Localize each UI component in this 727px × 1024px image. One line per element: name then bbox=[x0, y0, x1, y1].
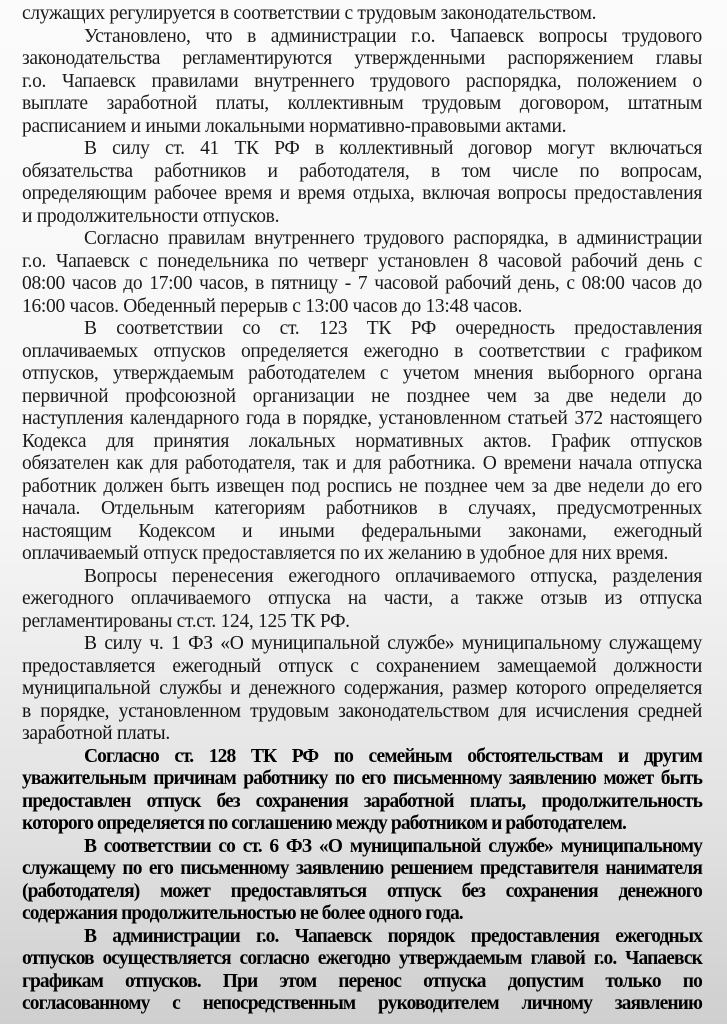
text-line: В соответствии со ст. 6 ФЗ «О муниципальной службе» муниципальному bbox=[84, 835, 702, 857]
text-line: согласованному с непосредственным руководителем личному заявлению bbox=[22, 993, 702, 1014]
text-line: г.о. Чапаевск правилами внутреннего трудового распорядка, положением о bbox=[22, 70, 702, 92]
paragraph bbox=[22, 746, 702, 836]
paragraph bbox=[22, 836, 702, 926]
paragraph bbox=[22, 26, 702, 139]
text-line: В администрации г.о. Чапаевск порядок предоставления ежегодных bbox=[84, 925, 702, 947]
text-line: наступления календарного года в порядке, установленном статьей 372 настоящего bbox=[22, 408, 702, 429]
text-line: определяющим рабочее время и время отдыха, включая вопросы предоставления bbox=[22, 183, 702, 204]
text-line: и продолжительности отпусков. bbox=[22, 205, 280, 227]
text-line: Согласно ст. 128 ТК РФ по семейным обстоятельствам и другим bbox=[84, 745, 702, 767]
text-line: заработной платы. bbox=[22, 723, 170, 744]
text-line: начала. Отдельным категориям работников в случаях, предусмотренных bbox=[22, 498, 702, 519]
text-line: 08:00 часов до 17:00 часов, в пятницу - 7 часовой рабочий день, с 08:00 часов до bbox=[22, 273, 702, 294]
paragraph bbox=[22, 318, 702, 566]
text-line: настоящим Кодексом и иными федеральными законами, ежегодный bbox=[22, 520, 702, 542]
text-line: Вопросы перенесения ежегодного оплачиваемого отпуска, разделения bbox=[84, 565, 702, 587]
text-line: отпусков, утверждаемым работодателем с учетом мнения выборного органа bbox=[22, 363, 702, 384]
text-line: В соответствии со ст. 123 ТК РФ очередность предоставления bbox=[84, 318, 702, 339]
text-line: графикам отпусков. При этом перенос отпуска допустим только по bbox=[22, 970, 702, 992]
text-line: законодательства регламентируются утвержденными распоряжением главы bbox=[22, 48, 702, 69]
paragraph bbox=[22, 633, 702, 746]
text-line: служащему по его письменному заявлению решением представителя нанимателя bbox=[22, 858, 702, 879]
text-line: служащих регулируется в соответствии с трудовым законодательством. bbox=[22, 3, 597, 24]
text-line: предоставляется ежегодный отпуск с сохранением замещаемой должности bbox=[22, 655, 702, 677]
text-line: содержания продолжительностью не более одного года. bbox=[22, 903, 463, 924]
text-line: 16:00 часов. Обеденный перерыв с 13:00 часов до 13:48 часов. bbox=[22, 295, 523, 317]
text-line: Согласно правилам внутреннего трудового распорядка, в администрации bbox=[84, 228, 702, 249]
paragraph bbox=[22, 926, 702, 1016]
text-line: В силу ст. 41 ТК РФ в коллективный договор могут включаться bbox=[84, 138, 702, 159]
text-line: В силу ч. 1 ФЗ «О муниципальной службе» муниципальному служащему bbox=[84, 633, 702, 654]
text-line: расписанием и иными локальными нормативно-правовыми актами. bbox=[22, 115, 567, 137]
text-line: (работодателя) может предоставляться отпуск без сохранения денежного bbox=[22, 880, 702, 902]
text-line: выплате заработной платы, коллективным трудовым договором, штатным bbox=[22, 93, 702, 114]
text-line: обязательства работников и работодателя, в том числе по вопросам, bbox=[22, 160, 702, 182]
paragraph bbox=[22, 138, 702, 228]
text-line: г.о. Чапаевск с понедельника по четверг установлен 8 часовой рабочий день с bbox=[22, 250, 702, 272]
text-line: оплачиваемых отпусков определяется ежегодно в соответствии с графиком bbox=[22, 340, 702, 362]
text-line: обязателен как для работодателя, так и для работника. О времени начала отпуска bbox=[22, 453, 702, 474]
text-line: муниципальной службы и денежного содержания, размер которого определяется bbox=[22, 678, 702, 699]
text-line: Кодекса для принятия локальных нормативных актов. График отпусков bbox=[22, 430, 702, 452]
text-line: отпусков осуществляется согласно ежегодно утверждаемым главой г.о. Чапаевск bbox=[22, 948, 702, 969]
text-line: уважительным причинам работнику по его письменному заявлению может быть bbox=[22, 768, 702, 789]
document-page bbox=[22, 3, 702, 1016]
text-line: Установлено, что в администрации г.о. Чапаевск вопросы трудового bbox=[84, 25, 702, 47]
text-line: оплачиваемый отпуск предоставляется по их желанию в удобное для них время. bbox=[22, 543, 669, 564]
paragraph bbox=[22, 566, 702, 634]
paragraph bbox=[22, 3, 702, 26]
text-line: регламентированы ст.ст. 124, 125 ТК РФ. bbox=[22, 610, 350, 632]
text-line: в порядке, установленном трудовым законодательством для исчисления средней bbox=[22, 700, 702, 722]
text-line: предоставлен отпуск без сохранения заработной платы, продолжительность bbox=[22, 790, 702, 812]
paragraph bbox=[22, 228, 702, 318]
text-line: первичной профсоюзной организации не позднее чем за две недели до bbox=[22, 385, 702, 407]
text-line: работник должен быть извещен под роспись не позднее чем за две недели до его bbox=[22, 475, 702, 497]
text-line: ежегодного оплачиваемого отпуска на части, а также отзыв из отпуска bbox=[22, 588, 702, 609]
text-line: которого определяется по соглашению между работником и работодателем. bbox=[22, 813, 627, 834]
